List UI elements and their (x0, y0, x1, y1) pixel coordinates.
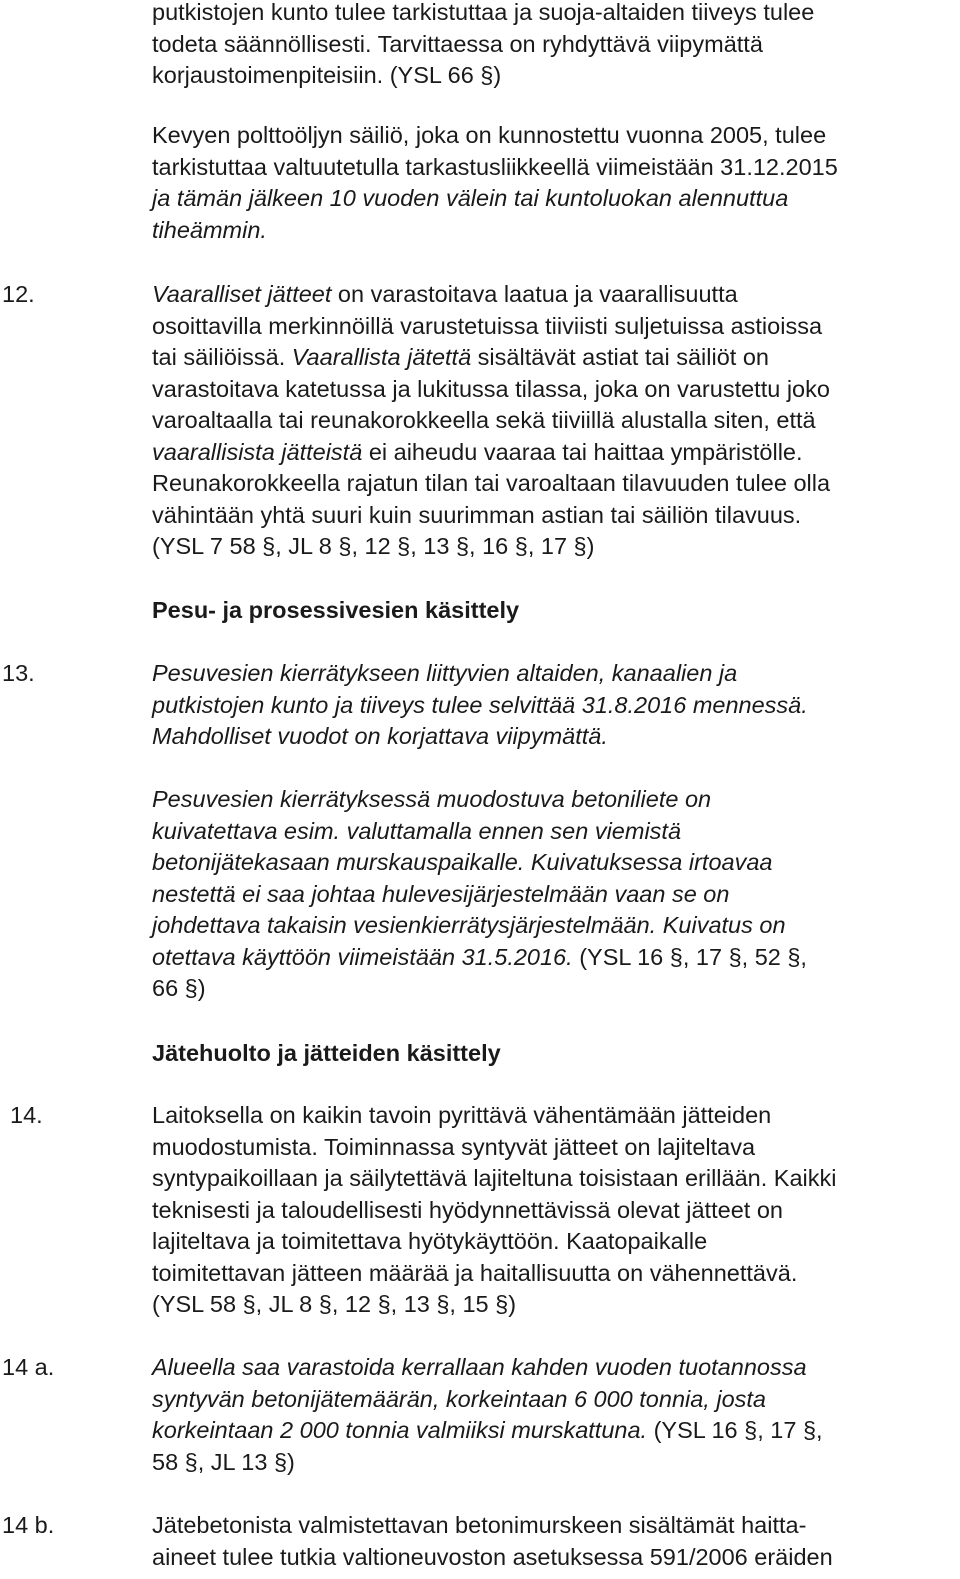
text-line: Pesuvesien kierrätyksessä muodostuva betoniliete on (152, 786, 712, 812)
text-line: muodostumista. Toiminnassa syntyvät jätteet on lajiteltava (152, 1133, 756, 1160)
text-line: varoaltaalla tai reunakorokkeella sekä tiiviillä alustalla siten, että (152, 407, 816, 433)
text-line: teknisesti ja taloudellisesti hyödynnettävissä olevat jätteet on (152, 1196, 783, 1223)
text-line: otettava käyttöön viimeistään 31.5.2016. (YSL 16 §, 17 §, 52 §, (152, 943, 807, 970)
text-line: tai säiliöissä. Vaarallista jätettä sisältävät astiat tai säiliöt on (152, 344, 769, 370)
text-line: korkeintaan 2 000 tonnia valmiiksi murskattuna. (YSL 16 §, 17 §, (152, 1417, 823, 1443)
text-line: (YSL 58 §, JL 8 §, 12 §, 13 §, 15 §) (152, 1291, 517, 1317)
item-number: 14 b. (2, 1512, 55, 1538)
text-line: todeta säännöllisesti. Tarvittaessa on ryhdyttävä viipymättä (152, 30, 763, 57)
text-line: Kevyen polttoöljyn säiliö, joka on kunnostettu vuonna 2005, tulee (152, 122, 827, 148)
text-line: kuivatettava esim. valuttamalla ennen sen viemistä (152, 817, 682, 844)
text-line: osoittavilla merkinnöillä varustetuissa tiiviisti suljetuissa astioissa (152, 312, 823, 339)
text-line: nestettä ei saa johtaa hulevesijärjestelmään vaan se on (152, 880, 730, 907)
text-line: toimitettavan jätteen määrää ja haitallisuutta on vähennettävä. (152, 1259, 798, 1286)
text-line: Alueella saa varastoida kerrallaan kahden vuoden tuotannossa (152, 1354, 807, 1380)
text-line: putkistojen kunto tulee tarkistuttaa ja suoja-altaiden tiiveys tulee (152, 0, 815, 25)
text-line: (YSL 7 58 §, JL 8 §, 12 §, 13 §, 16 §, 17 §) (152, 533, 595, 559)
item-number: 12. (2, 281, 35, 307)
text-line: syntypaikoillaan ja säilytettävä lajiteltuna toisistaan erillään. Kaikki (152, 1165, 837, 1191)
text-line: syntyvän betonijätemäärän, korkeintaan 6 000 tonnia, josta (152, 1385, 767, 1412)
text-line: Laitoksella on kaikin tavoin pyrittävä vähentämään jätteiden (152, 1102, 772, 1128)
text-line: varastoitava katetussa ja lukitussa tilassa, joka on varustettu joko (152, 375, 830, 402)
text-line: Mahdolliset vuodot on korjattava viipymättä. (152, 723, 608, 749)
item-number: 13. (2, 660, 35, 686)
text-line: vähintään yhtä suuri kuin suurimman astian tai säiliön tilavuus. (152, 501, 802, 528)
text-line: johdettava takaisin vesienkierrätysjärjestelmään. Kuivatus on (152, 912, 786, 938)
text-line: Reunakorokkeella rajatun tilan tai varoaltaan tilavuuden tulee olla (152, 470, 831, 496)
text-line: Vaaralliset jätteet on varastoitava laatua ja vaarallisuutta (152, 281, 738, 307)
text-line: tarkistuttaa valtuutetulla tarkastusliikkeellä viimeistään 31.12.2015 (152, 153, 838, 180)
text-line: aineet tulee tutkia valtioneuvoston asetuksessa 591/2006 eräiden (152, 1543, 833, 1570)
text-line: ja tämän jälkeen 10 vuoden välein tai kuntoluokan alennuttua (152, 185, 789, 211)
item-number: 14. (10, 1102, 43, 1128)
text-line: korjaustoimenpiteisiin. (YSL 66 §) (152, 62, 502, 88)
text-line: 66 §) (152, 975, 206, 1001)
text-line: vaarallisista jätteistä ei aiheudu vaaraa tai haittaa ympäristölle. (152, 438, 803, 465)
item-number: 14 a. (2, 1354, 55, 1380)
text-line: Jätebetonista valmistettavan betonimurskeen sisältämät haitta- (152, 1512, 807, 1538)
text-line: putkistojen kunto ja tiiveys tulee selvittää 31.8.2016 mennessä. (152, 691, 808, 718)
text-line: 58 §, JL 13 §) (152, 1448, 295, 1475)
text-line: lajiteltava ja toimitettava hyötykäyttöön. Kaatopaikalle (152, 1228, 708, 1254)
text-line: betonijätekasaan murskauspaikalle. Kuivatuksessa irtoavaa (152, 849, 773, 875)
text-line: Pesuvesien kierrätykseen liittyvien altaiden, kanaalien ja (152, 660, 738, 686)
text-line: tiheämmin. (152, 216, 267, 243)
